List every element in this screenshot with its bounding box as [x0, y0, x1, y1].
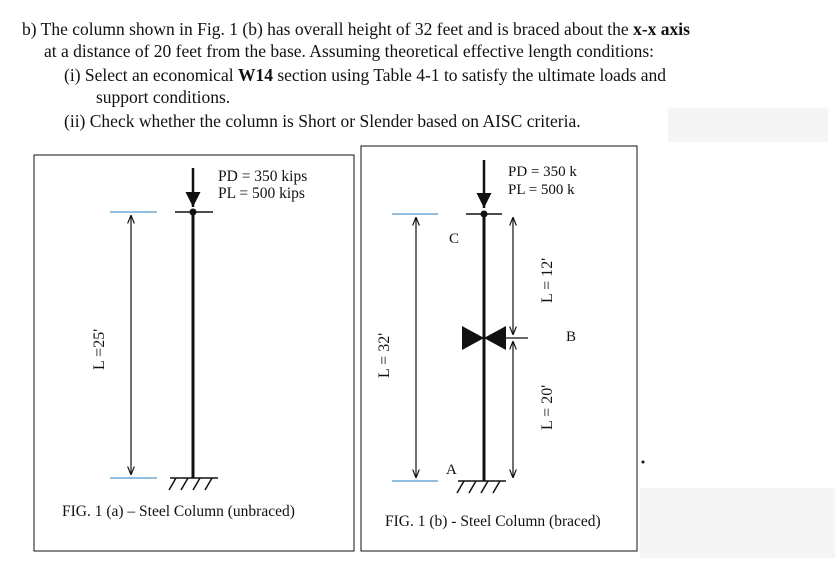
- scan-artifact-top: [668, 108, 828, 142]
- problem-item-1-post: section using Table 4-1 to satisfy the ultimate loads and: [272, 65, 667, 85]
- caption-a: FIG. 1 (a) – Steel Column (unbraced): [62, 503, 295, 520]
- load-pl-b: PL = 500 k: [508, 182, 575, 198]
- length-lower-b: L = 20': [539, 384, 556, 430]
- problem-item-2: (ii) Check whether the column is Short or Slender based on AISC criteria.: [64, 111, 581, 131]
- figure-1a: [34, 155, 354, 551]
- base-hatch-a: [169, 478, 212, 490]
- problem-line-2: at a distance of 20 feet from the base. Assuming theoretical effective length conditions:: [44, 41, 655, 61]
- length-upper-b: L = 12': [539, 257, 556, 303]
- scan-artifact-bottom: [640, 488, 835, 558]
- length-a: L =25': [91, 328, 108, 370]
- base-hatch-b: [457, 481, 500, 493]
- load-pd-a: PD = 350 kips: [218, 168, 308, 185]
- stray-dot: [642, 461, 645, 464]
- axis-label: x-x axis: [633, 19, 690, 39]
- load-pd-b: PD = 350 k: [508, 164, 577, 180]
- node-label-c: C: [449, 231, 460, 247]
- figure-1b-frame: [361, 146, 637, 551]
- node-label-a: A: [446, 462, 457, 478]
- figure-1b: [361, 146, 637, 551]
- section-label: W14: [237, 65, 273, 85]
- problem-item-1-cont: support conditions.: [96, 87, 231, 107]
- load-pl-a: PL = 500 kips: [218, 185, 305, 202]
- problem-item-1-pre: (i) Select an economical: [64, 65, 238, 85]
- length-total-b: L = 32': [376, 332, 393, 378]
- caption-b: FIG. 1 (b) - Steel Column (braced): [385, 513, 601, 530]
- node-label-b: B: [566, 329, 577, 345]
- problem-line-1-text: b) The column shown in Fig. 1 (b) has overall height of 32 feet and is braced about the: [22, 19, 634, 39]
